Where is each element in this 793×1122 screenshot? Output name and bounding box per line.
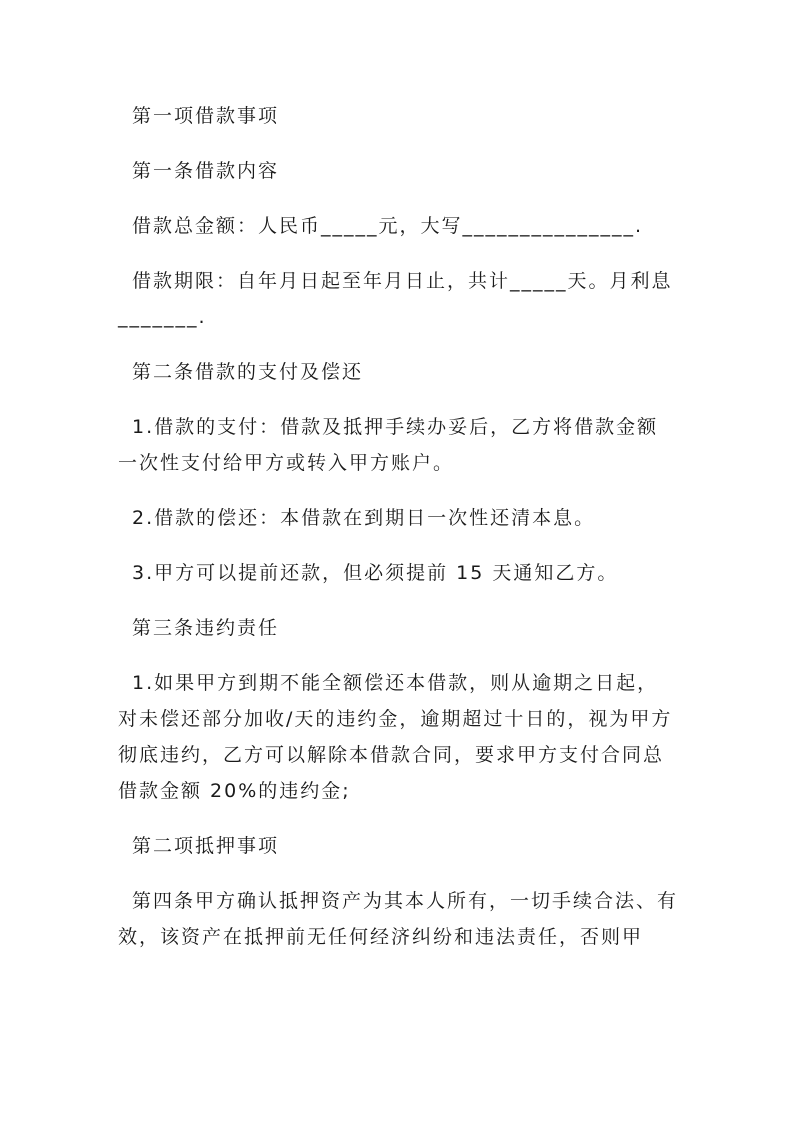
- paragraph-early-repayment: 3.甲方可以提前还款，但必须提前 15 天通知乙方。: [132, 562, 619, 584]
- paragraph-payment: 1.借款的支付：借款及抵押手续办妥后，乙方将借款金额一次性支付给甲方或转入甲方账户。: [118, 416, 659, 474]
- paragraph-repayment: 2.借款的偿还：本借款在到期日一次性还清本息。: [132, 507, 596, 529]
- paragraph-mortgage-confirmation: 第四条甲方确认抵押资产为其本人所有，一切手续合法、有效，该资产在抵押前无任何经济纠纷和违法责任，否则甲: [118, 890, 679, 948]
- article-heading-breach-liability: 第三条违约责任: [132, 617, 280, 639]
- paragraph-loan-term: 借款期限：自年月日起至年月日止，共计_____天。月利息_______.: [118, 270, 673, 328]
- paragraph-breach-penalty: 1.如果甲方到期不能全额偿还本借款，则从逾期之日起，对未偿还部分加收/天的违约金，逾期超过十日的，视为甲方彻底违约，乙方可以解除本借款合同，要求甲方支付合同总借款金额 20%的违约金;: [118, 672, 673, 802]
- paragraph-loan-amount: 借款总金额：人民币_____元，大写_______________.: [132, 215, 644, 237]
- document-body: [118, 98, 678, 974]
- section-heading-loan-matters: 第一项借款事项: [132, 105, 280, 127]
- article-heading-loan-content: 第一条借款内容: [132, 160, 280, 182]
- section-heading-mortgage-matters: 第二项抵押事项: [132, 835, 280, 857]
- article-heading-payment-repayment: 第二条借款的支付及偿还: [132, 361, 364, 383]
